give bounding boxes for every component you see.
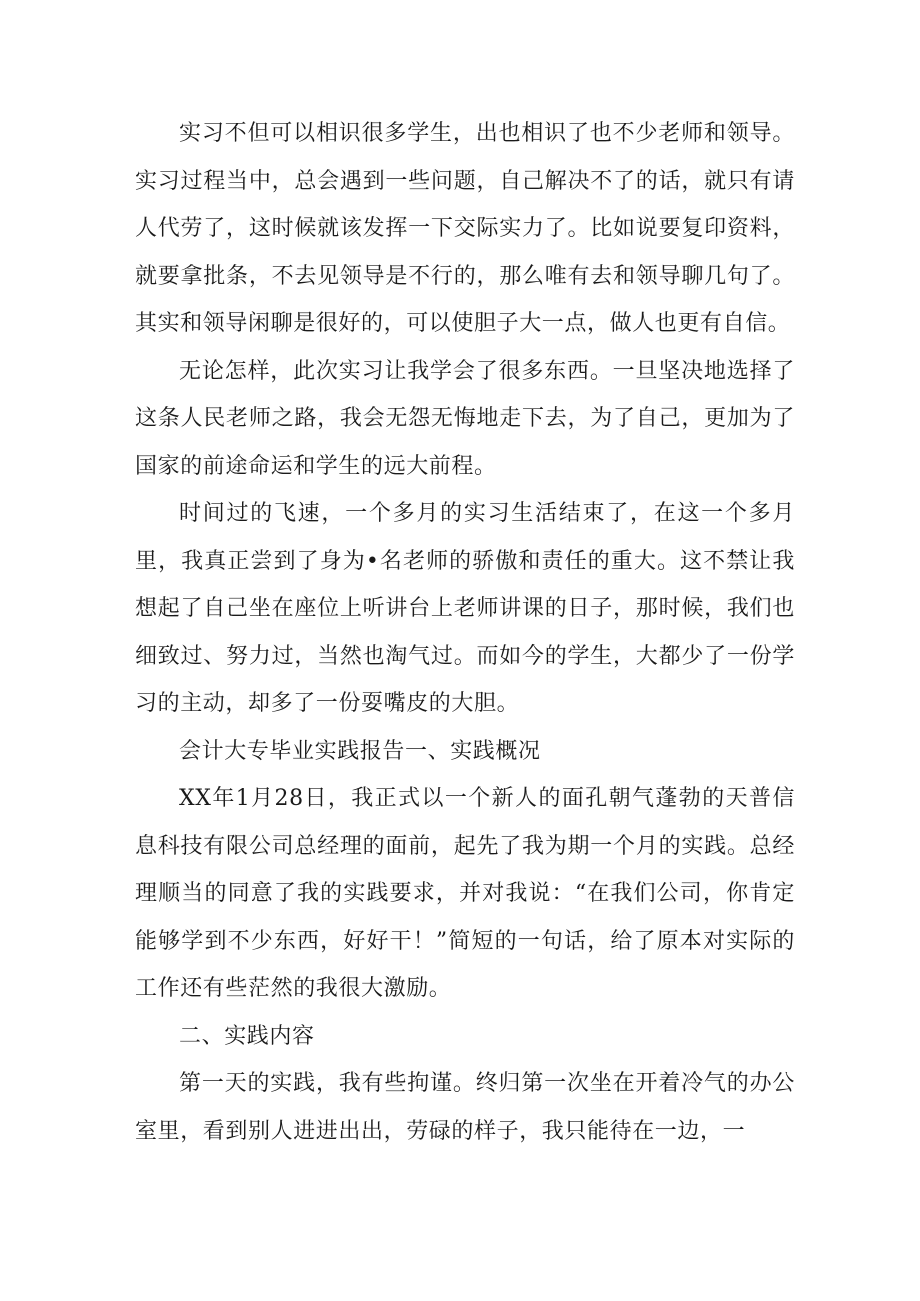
section-heading-practice-overview: 会计大专毕业实践报告一、实践概况 (179, 738, 541, 764)
paragraph-practice-start: XX年1月28日，我正式以一个新人的面孔朝气蓬勃的天普信息科技有限公司总经理的面前，起先了我为期一个月的实践。总经理顺当的同意了我的实践要求，并对我说：“在我们公司，你肯定能够学到不少东西，好好干！”简短的一句话，给了原本对实际的工作还有些茫然的我很大激励。 (135, 786, 795, 1001)
document-body (135, 110, 795, 1155)
paragraph-internship-leaders: 实习不但可以相识很多学生，出也相识了也不少老师和领导。实习过程当中，总会遇到一些问题，自己解决不了的话，就只有请人代劳了，这时候就该发挥一下交际实力了。比如说要复印资料，就要拿批条，不去见领导是不行的，那么唯有去和领导聊几句了。其实和领导闲聊是很好的，可以使胆子大一点，做人也更有自信。 (135, 121, 795, 336)
section-heading-practice-content: 二、实践内容 (179, 1023, 315, 1049)
paragraph-learned-much: 无论怎样，此次实习让我学会了很多东西。一旦坚决地选择了这条人民老师之路，我会无怨无悔地走下去，为了自己，更加为了国家的前途命运和学生的远大前程。 (135, 358, 795, 479)
paragraph-first-day: 第一天的实践，我有些拘谨。终归第一次坐在开着冷气的办公室里，看到别人进进出出，劳碌的样子，我只能待在一边，一 (135, 1071, 795, 1144)
paragraph-time-flies: 时间过的飞速，一个多月的实习生活结束了，在这一个多月里，我真正尝到了身为•名老师的骄傲和责任的重大。这不禁让我想起了自己坐在座位上听讲台上老师讲课的日子，那时候，我们也细致过、努力过，当然也淘气过。而如今的学生，大都少了一份学习的主动，却多了一份耍嘴皮的大胆。 (135, 501, 795, 716)
